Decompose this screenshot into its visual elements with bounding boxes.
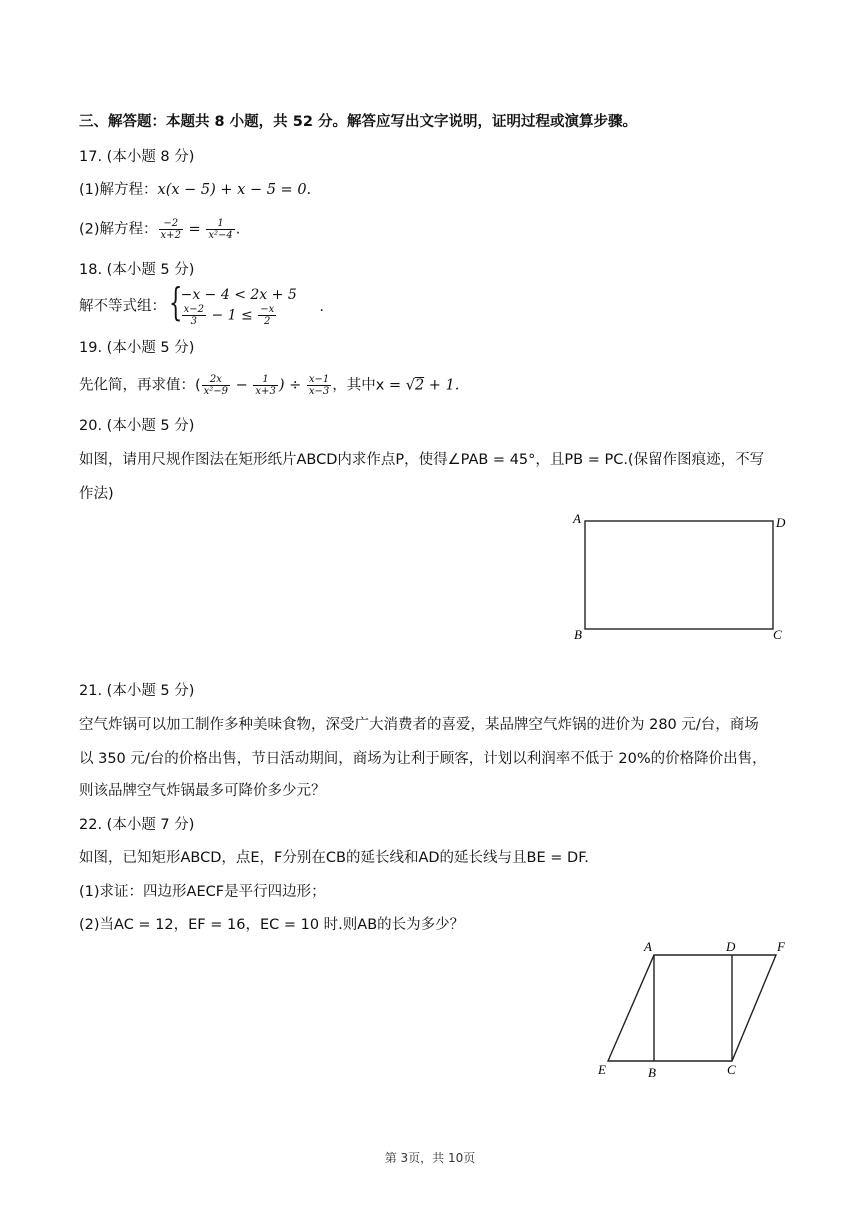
fraction-lhs: [159, 218, 183, 241]
fraction-numerator: 1: [253, 374, 277, 386]
brace-symbol: {: [168, 280, 182, 324]
label-b: B: [574, 627, 582, 642]
fraction-numerator: −2: [159, 218, 183, 230]
problem-17-title: 17. (本小题 8 分): [79, 149, 195, 165]
period: .: [235, 221, 241, 238]
problem-21-title: 21. (本小题 5 分): [79, 683, 195, 699]
problem-19-body: [79, 374, 800, 397]
fraction: [182, 304, 206, 327]
fraction-denominator: x²−9: [203, 386, 229, 397]
problem-18-title: 18. (本小题 5 分): [79, 262, 195, 278]
fraction-numerator: 2x: [202, 374, 230, 386]
label-c: C: [773, 627, 782, 642]
problem-18-body: [79, 280, 800, 328]
label-e: E: [598, 1062, 606, 1077]
fraction-denominator: x²−4: [208, 230, 233, 241]
label-d: D: [726, 939, 736, 954]
problem-22-text: 如图，已知矩形ABCD，点E，F分别在CB的延长线和AD的延长线与且BE = DF.: [79, 850, 589, 866]
problem-20-title: 20. (本小题 5 分): [79, 418, 195, 434]
problem-17-part2-label: (2)解方程：: [79, 221, 158, 238]
problem-19-title: 19. (本小题 5 分): [79, 340, 195, 356]
operator: ) ÷: [278, 377, 302, 394]
problem-17-part1-label: (1)解方程：: [79, 182, 158, 198]
operator: −: [235, 377, 248, 394]
fraction-rhs: [206, 218, 234, 241]
fraction-numerator: x−1: [308, 374, 330, 385]
problem-19-tail2: + 1.: [424, 377, 460, 394]
problem-22-part2: (2)当AC = 12，EF = 16，EC = 10 时.则AB的长为多少？: [79, 917, 465, 933]
inequality-row-1: −x − 4 < 2x + 5: [180, 287, 297, 303]
sqrt-radicand: 2: [414, 377, 425, 394]
problem-21-text-line1: 空气炸锅可以加工制作多种美味食物，深受广大消费者的喜爱，某品牌空气炸锅的进价为 280 元/台，商场: [79, 717, 759, 733]
problem-19-label: 先化简，再求值：(: [79, 377, 201, 394]
operator: − 1 ≤: [211, 307, 253, 324]
inequality-system: [168, 280, 297, 327]
fraction-denominator: x+2: [160, 230, 181, 241]
section-header: 三、解答题：本题共 8 小题，共 52 分。解答应写出文字说明，证明过程或演算步骤。: [79, 114, 637, 130]
problem-21-text-line3: 则该品牌空气炸锅最多可降价多少元？: [79, 783, 326, 799]
label-a: A: [573, 511, 581, 526]
parallelogram-aecf: [608, 955, 776, 1061]
page-footer: 第 3页，共 10页: [384, 1151, 476, 1165]
fraction-numerator: 1: [206, 218, 234, 230]
sqrt-symbol: √: [405, 377, 415, 394]
label-d: D: [776, 515, 786, 530]
fraction: [253, 374, 277, 397]
label-a: A: [644, 939, 652, 954]
fraction-denominator: x+3: [255, 386, 276, 397]
problem-20-text-line2: 作法): [79, 486, 114, 502]
label-f: F: [777, 939, 785, 954]
fraction: [307, 374, 331, 397]
fraction-numerator: −x: [260, 304, 275, 315]
label-c: C: [727, 1062, 736, 1077]
problem-21-text-line2: 以 350 元/台的价格出售，节日活动期间，商场为让利于顾客，计划以利润率不低于 20%的价格降价出售，: [79, 751, 767, 767]
rectangle-abcd-figure: [565, 508, 795, 648]
problem-17-part1-equation: x(x − 5) + x − 5 = 0.: [157, 182, 312, 198]
inequality-row-2: [181, 304, 297, 327]
problem-22-part1: (1)求证：四边形AECF是平行四边形；: [79, 884, 326, 900]
problem-18-label: 解不等式组：: [79, 298, 166, 315]
parallelogram-aecf-figure: [590, 935, 800, 1085]
period: .: [319, 298, 324, 315]
problem-17-part2: [79, 218, 800, 241]
equals-sign: =: [188, 221, 201, 238]
problem-17-part1: [79, 179, 800, 201]
problem-19-tail: ，其中x =: [332, 377, 406, 394]
fraction-denominator: 2: [264, 316, 271, 327]
fraction-numerator: x−2: [183, 304, 204, 315]
label-b: B: [648, 1065, 656, 1080]
fraction-denominator: 3: [190, 316, 197, 327]
fraction-denominator: x−3: [308, 386, 330, 397]
rectangle-abcd: [585, 521, 773, 629]
fraction: [258, 304, 276, 327]
fraction: [202, 374, 230, 397]
problem-20-text-line1: 如图，请用尺规作图法在矩形纸片ABCD内求作点P，使得∠PAB = 45°，且PB = PC.(保留作图痕迹，不写: [79, 452, 765, 468]
problem-22-title: 22. (本小题 7 分): [79, 817, 195, 833]
